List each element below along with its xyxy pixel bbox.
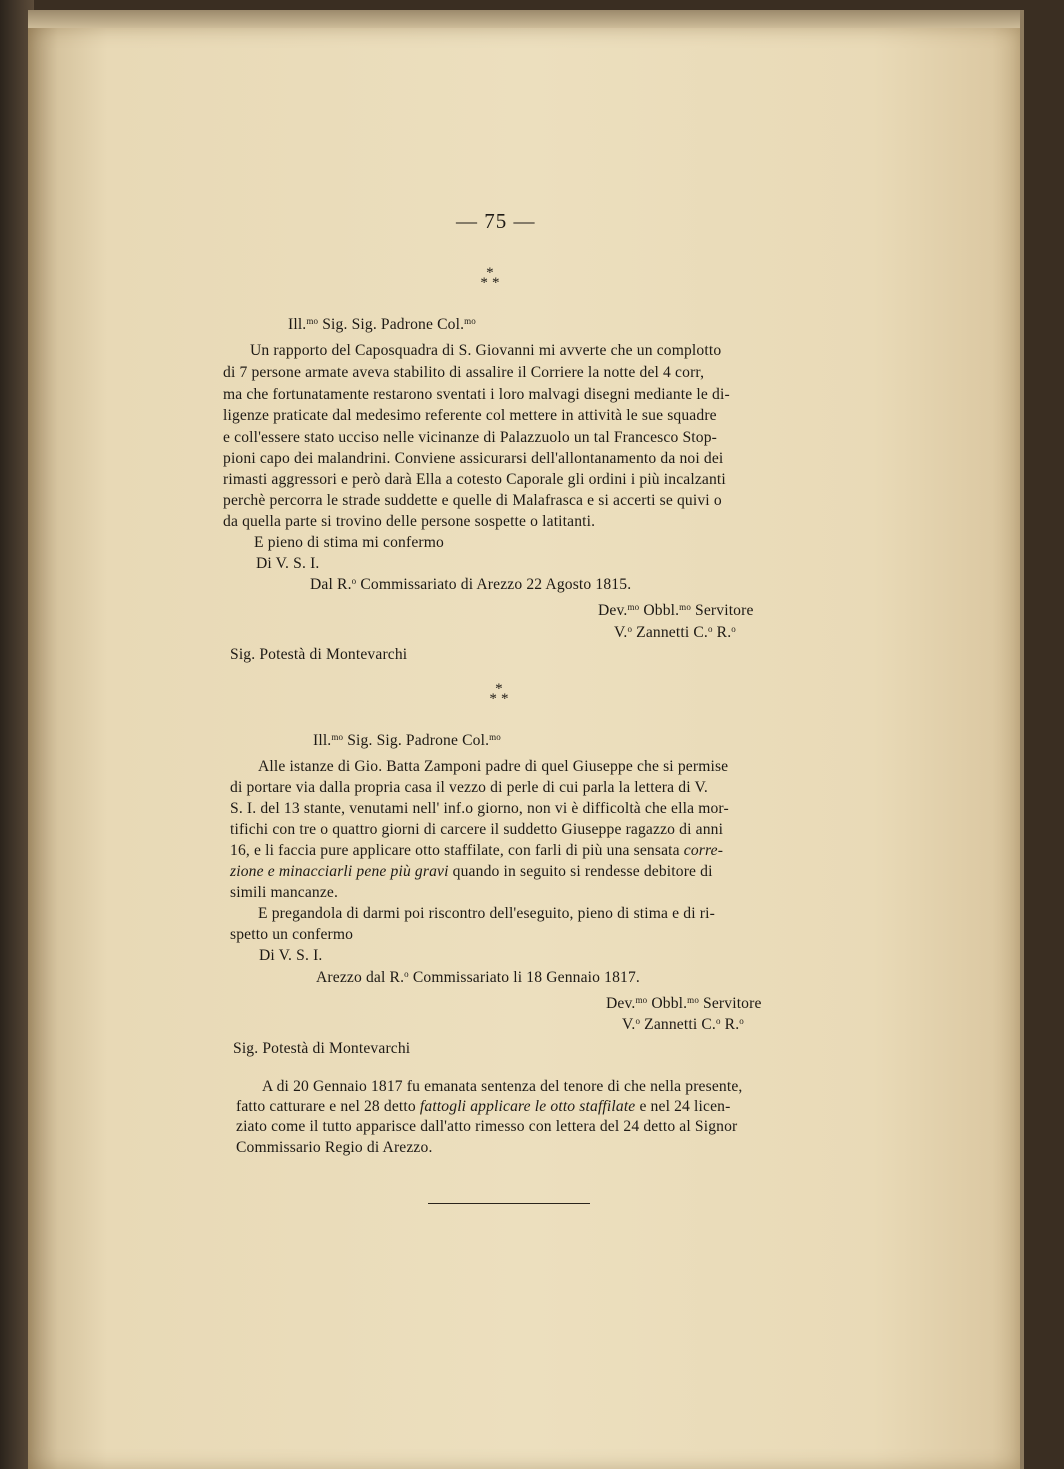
letter2-line: di portare via dalla propria casa il vezzo di perle di cui parla la lettera di V. xyxy=(230,779,708,796)
asterism-1: * * * xyxy=(480,265,500,291)
letter2-closing-line: E pregandola di darmi poi riscontro dell'eseguito, pieno di stima e di ri- xyxy=(258,905,715,922)
letter1-line: Un rapporto del Caposquadra di S. Giovanni mi avverte che un complotto xyxy=(250,342,722,359)
end-rule xyxy=(428,1203,590,1204)
letter2-line: 16, e li faccia pure applicare otto staffilate, con farli di più una sensata corre- xyxy=(230,842,724,859)
page-right-edge xyxy=(1020,10,1024,1469)
letter2-salutation: Ill.$^{mo}$ Sig. Sig. Padrone Col.$^{mo}$ xyxy=(313,732,501,749)
letter1-line: pioni capo dei malandrini. Conviene assicurarsi dell'allontanamento da noi dei xyxy=(223,450,724,467)
letter1-signature-title: Dev.$^{mo}$ Obbl.$^{mo}$ Servitore xyxy=(598,602,754,619)
letter2-line: tifichi con tre o quattro giorni di carcere il suddetto Giuseppe ragazzo di anni xyxy=(230,821,724,838)
letter1-closing-addressee: Di V. S. I. xyxy=(256,555,320,572)
note-line: A di 20 Gennaio 1817 fu emanata sentenza del tenore di che nella presente, xyxy=(262,1078,743,1095)
letter1-line: perchè percorra le strade suddette e quelle di Malafrasca e si accerti se quivi o xyxy=(223,492,722,509)
letter1-salutation: Ill.$^{mo}$ Sig. Sig. Padrone Col.$^{mo}$ xyxy=(288,316,476,333)
note-line: ziato come il tutto apparisce dall'atto rimesso con lettera del 24 detto al Signor xyxy=(236,1118,738,1135)
note-line: fatto catturare e nel 28 detto fattogli applicare le otto staffilate e nel 24 licen- xyxy=(236,1098,731,1115)
book-page xyxy=(28,28,1022,1469)
letter2-signature-title: Dev.$^{mo}$ Obbl.$^{mo}$ Servitore xyxy=(606,995,762,1012)
letter1-line: di 7 persone armate aveva stabilito di assalire il Corriere la notte del 4 corr, xyxy=(223,364,705,381)
letter1-date: Dal R.$^o$ Commissariato di Arezzo 22 Agosto 1815. xyxy=(310,576,632,593)
letter2-line: Alle istanze di Gio. Batta Zamponi padre di quel Giuseppe che si permise xyxy=(258,758,729,775)
note-line: Commissario Regio di Arezzo. xyxy=(236,1139,433,1156)
letter2-line: simili mancanze. xyxy=(230,884,339,901)
letter1-line: rimasti aggressori e però darà Ella a cotesto Caporale gli ordini i più incalzanti xyxy=(223,471,726,488)
letter1-recipient: Sig. Potestà di Montevarchi xyxy=(230,646,408,663)
page-number: — 75 — xyxy=(456,209,536,233)
letter1-closing: E pieno di stima mi confermo xyxy=(254,534,444,551)
letter1-signature-name: V.$^o$ Zannetti C.$^o$ R.$^o$ xyxy=(614,624,736,641)
letter2-date: Arezzo dal R.$^o$ Commissariato li 18 Gennaio 1817. xyxy=(316,969,640,986)
letter1-line: ligenze praticate dal medesimo referente col mettere in attività le sue squadre xyxy=(223,407,717,424)
letter1-line: ma che fortunatamente restarono sventati i loro malvagi disegni mediante le di- xyxy=(223,386,730,403)
letter1-line: e coll'essere stato ucciso nelle vicinanze di Palazzuolo un tal Francesco Stop- xyxy=(223,429,717,446)
letter2-closing-addressee: Di V. S. I. xyxy=(259,947,323,964)
letter2-recipient: Sig. Potestà di Montevarchi xyxy=(233,1040,411,1057)
letter2-line: S. I. del 13 stante, venutami nell' inf.o giorno, non vi è difficoltà che ella mor- xyxy=(230,800,729,817)
letter2-line: zione e minacciarli pene più gravi quando in seguito si rendesse debitore di xyxy=(230,863,713,880)
letter2-closing-line: spetto un confermo xyxy=(230,926,354,943)
asterism-2: * * * xyxy=(489,681,509,707)
letter2-signature-name: V.$^o$ Zannetti C.$^o$ R.$^o$ xyxy=(622,1016,744,1033)
letter1-line: da quella parte si trovino delle persone sospette o latitanti. xyxy=(223,513,596,530)
